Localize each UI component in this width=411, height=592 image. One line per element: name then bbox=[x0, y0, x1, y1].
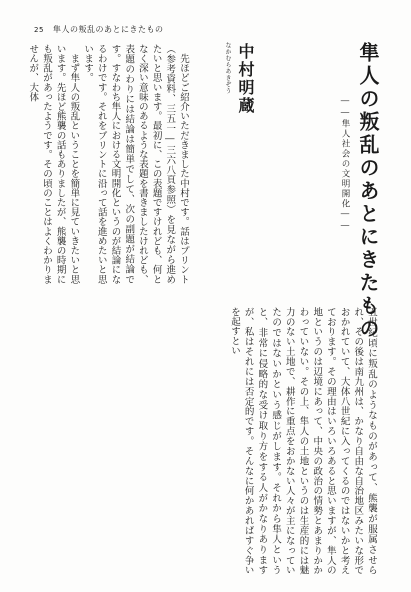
article-title: 隼人の叛乱のあとにきたもの bbox=[356, 42, 380, 341]
paragraph: 五世紀頃に叛乱のようなものがあって、熊襲が服属させられ、その後は南九州は、かなり自由な自治地区みたいな形でおかれていて、大体八世紀に入ってくるのではないかと考えております。その理由はいろいろあると思いますが、隼人の地というのは辺境にあって、中央の政治の情勢とあまりかかわっていない。その上、隼人の土地というのは生産的には魅力のない土地で、耕作に重点をおかない人々が主になっていたのではないかという感じがします。それから隼人というと、非常に侵略的な受け取り方をする人がかなりありますが、私はそれには否定的です。そんなに何かあればすぐ争いを起すとい bbox=[228, 307, 377, 575]
body-text-lower bbox=[34, 307, 378, 575]
body-text-upper bbox=[27, 44, 190, 284]
page-number: 25 bbox=[34, 26, 44, 34]
author-name: 中村明蔵 bbox=[236, 43, 255, 115]
paragraph: 先ほどご紹介いただきました中村です。話はプリント（参考資料、三五一―三六八頁参照）を見ながら進めたいと思います。最初に、この表題ですけれども、何となく深い意味のあるような表題を書きましたけれども、表題のわりには結論は簡単でして、次の副題が結論です。すなわち隼人における文明開化というのが結論になるわけです。それをプリントに沿って話を進めたいと思います。 bbox=[82, 44, 189, 284]
running-header bbox=[34, 24, 163, 35]
running-title: 隼人の叛乱のあとにきたもの bbox=[52, 25, 164, 34]
author-ruby: なかむらあきぞう bbox=[224, 42, 231, 94]
paragraph: まず隼人の叛乱ということを簡単に見ていきたいと思います。先ほど熊襲の話もありましたが、熊襲の時期にも叛乱があったようです。その頃のことはよくわかりませんが、大体 bbox=[27, 44, 80, 284]
article-subtitle: ――隼人社会の文明開化―― bbox=[340, 96, 350, 232]
